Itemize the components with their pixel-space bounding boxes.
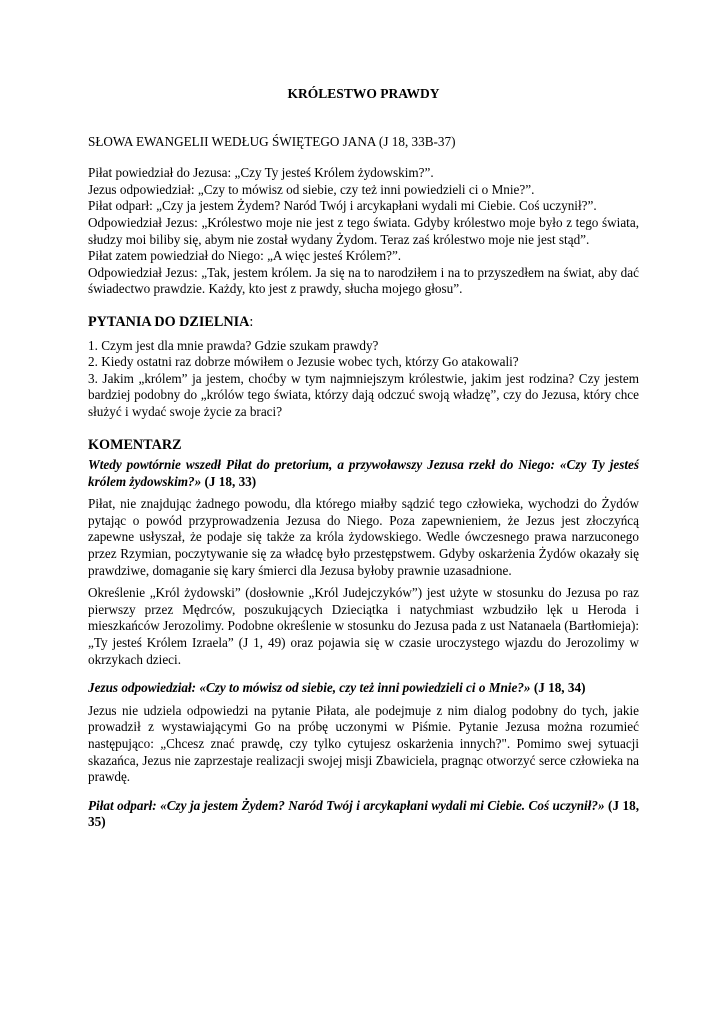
gospel-line: Piłat powiedział do Jezusa: „Czy Ty jesteś Królem żydowskim?”.: [88, 165, 434, 181]
verse-reference: (J 18, 33): [201, 473, 257, 489]
question-item: 3. Jakim „królem” ja jestem, choćby w tym najmniejszym królestwie, jakim jest rodzina? Czy jestem bardziej podobny do „królów tego świata, którzy dają odczuć swoją władzę”, czy do Jezusa, który chce służyć i wydać swoje życie za braci?: [88, 370, 639, 419]
question-item: 2. Kiedy ostatni raz dobrze mówiłem o Jezusie wobec tych, którzy Go atakowali?: [88, 354, 519, 370]
questions-heading-colon: :: [249, 313, 254, 330]
questions-list: [88, 338, 639, 421]
verse-quote: Wtedy powtórnie wszedł Piłat do pretorium, a przywoławszy Jezusa rzekł do Niego: «Czy Ty jesteś królem żydowskim?»: [88, 457, 639, 489]
verse-quote: Jezus odpowiedział: «Czy to mówisz od siebie, czy też inni powiedzieli ci o Mnie?»: [88, 680, 531, 696]
verse-reference: (J 18, 35): [88, 797, 639, 830]
commentary-paragraph: Piłat, nie znajdując żadnego powodu, dla którego miałby sądzić tego człowieka, wychodzi do Żydów pytając o powód przyprowadzenia Jezusa do Niego. Poza zapewnieniem, że Jezus jest złoczyńcą zapewne usłyszał, że podaje się także za króla żydowskiego. Wedle ówczesnego prawa narzuconego przez Rzymian, poczytywanie się za władcę było przestępstwem. Gdyby oskarżenia Żydów okazały się prawdziwe, domaganie się kary śmierci dla Jezusa byłoby prawnie uzasadnione.: [88, 496, 639, 578]
question-item: 1. Czym jest dla mnie prawda? Gdzie szukam prawdy?: [88, 337, 379, 353]
gospel-line: Odpowiedział Jezus: „Królestwo moje nie jest z tego świata. Gdyby królestwo moje było z tego świata, słudzy moi biliby się, abym nie został wydany Żydom. Teraz zaś królestwo moje nie jest stąd”.: [88, 214, 639, 247]
gospel-line: Jezus odpowiedział: „Czy to mówisz od siebie, czy też inni powiedzieli ci o Mnie?”.: [88, 181, 535, 197]
gospel-line: Odpowiedział Jezus: „Tak, jestem królem. Ja się na to narodziłem i na to przyszedłem na świat, aby dać świadectwo prawdzie. Każdy, kto jest z prawdy, słucha mojego głosu”.: [88, 264, 639, 297]
commentary-paragraph: Określenie „Król żydowski” (dosłownie „Król Judejczyków”) jest użyte w stosunku do Jezusa po raz pierwszy przez Mędrców, poszukujących Dzieciątka i natychmiast wzbudziło lęk u Heroda i mieszkańców Jerozolimy. Podobne określenie w stosunku do Jezusa pada z ust Natanaela (Bartłomieja): „Ty jesteś Królem Izraela” (J 1, 49) oraz pojawia się w czasie uroczystego wjazdu do Jerozolimy w okrzykach dzieci.: [88, 585, 639, 667]
questions-heading: [88, 314, 639, 331]
verse-reference: (J 18, 34): [530, 680, 586, 696]
verse-quote: Piłat odparł: «Czy ja jestem Żydem? Naród Twój i arcykapłani wydali mi Ciebie. Coś uczynił?»: [88, 797, 605, 813]
gospel-line: Piłat odparł: „Czy ja jestem Żydem? Naród Twój i arcykapłani wydali mi Ciebie. Coś uczynił?”.: [88, 198, 597, 214]
document-page: [88, 86, 639, 837]
gospel-text: [88, 165, 639, 298]
questions-heading-text: PYTANIA DO DZIELNIA: [88, 313, 250, 330]
commentary-paragraph: Jezus nie udziela odpowiedzi na pytanie Piłata, ale podejmuje z nim dialog podobny do tych, jakie prowadził z wystawiającymi Go na próbę uczonymi w Piśmie. Pytanie Jezusa można rozumieć następująco: „Chcesz znać prawdę, czy tylko cytujesz oskarżenia innych?". Pomimo swej sytuacji skazańca, Jezus nie zaprzestaje realizacji swojej misji Zbawiciela, pragnąc otworzyć serce człowieka na prawdę.: [88, 702, 639, 785]
gospel-source-heading: SŁOWA EWANGELII WEDŁUG ŚWIĘTEGO JANA (J 18, 33B-37): [88, 133, 456, 149]
commentary-verse: [88, 680, 639, 697]
commentary-verse: [88, 798, 639, 831]
commentary-verse: [88, 457, 639, 490]
document-title: KRÓLESTWO PRAWDY: [287, 86, 440, 101]
gospel-line: Piłat zatem powiedział do Niego: „A więc jesteś Królem?”.: [88, 248, 402, 264]
commentary-heading: KOMENTARZ: [88, 436, 182, 453]
